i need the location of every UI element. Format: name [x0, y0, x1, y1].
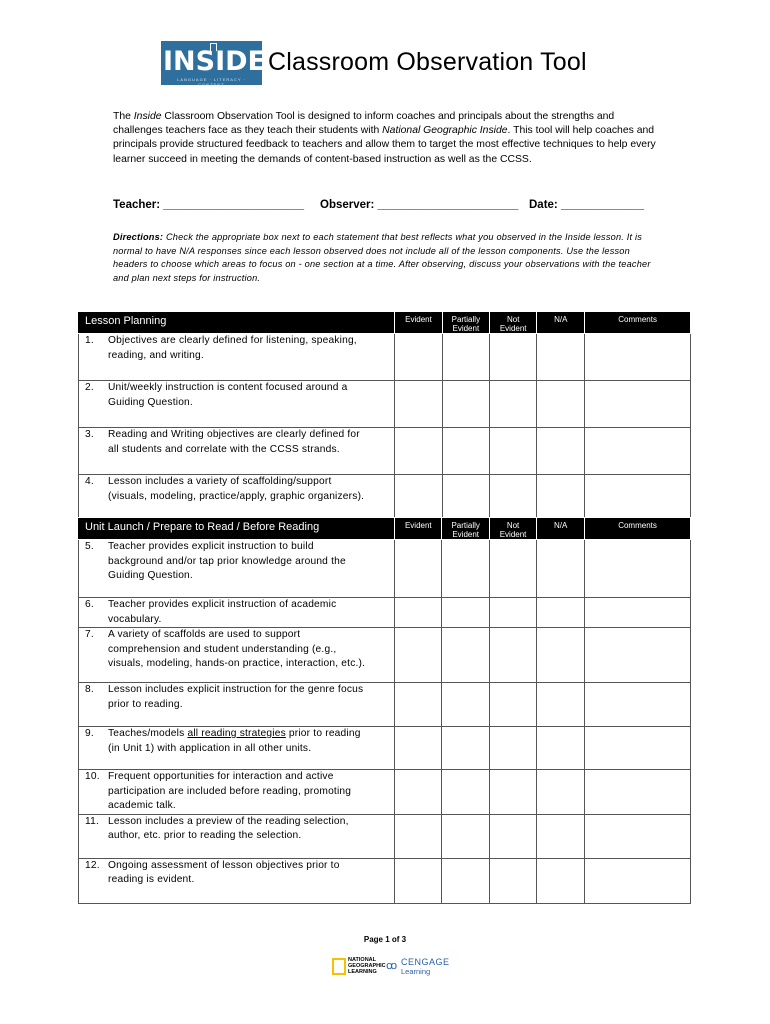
- table-row: [79, 540, 691, 598]
- yellow-border-icon: [332, 958, 346, 975]
- lesson-planning-table: [78, 311, 691, 522]
- na-checkbox[interactable]: [537, 381, 585, 428]
- table-row: [79, 814, 691, 858]
- table-row: [79, 598, 691, 628]
- not-evident-checkbox[interactable]: [489, 540, 536, 598]
- na-checkbox[interactable]: [537, 628, 585, 683]
- item-text: 11. Lesson includes a preview of the reading selection, author, etc. prior to reading the selection.: [79, 814, 395, 858]
- comments-cell[interactable]: [585, 381, 691, 428]
- item-text: 6. Teacher provides explicit instruction of academic vocabulary.: [79, 598, 395, 628]
- evident-checkbox[interactable]: [395, 334, 442, 381]
- not-evident-checkbox[interactable]: [489, 770, 536, 815]
- not-evident-checkbox[interactable]: [490, 334, 537, 381]
- section-title: Lesson Planning: [79, 312, 395, 334]
- na-checkbox[interactable]: [537, 475, 585, 522]
- table-header-row: [79, 518, 691, 540]
- item-text: 2. Unit/weekly instruction is content focused around a Guiding Question.: [79, 381, 395, 428]
- table-row: [79, 727, 691, 770]
- col-partially-evident: Partially Evident: [442, 518, 489, 540]
- teacher-field[interactable]: Teacher: ______________________: [113, 199, 304, 211]
- item-text: 10. Frequent opportunities for interaction and active participation are included before reading, promoting academic talk.: [79, 770, 395, 815]
- partially-evident-checkbox[interactable]: [442, 475, 489, 522]
- table-row: [79, 475, 691, 522]
- na-checkbox[interactable]: [537, 683, 585, 727]
- cengage-mark-icon: ꝏ: [386, 960, 398, 972]
- unit-launch-table: [78, 517, 691, 904]
- logo-word: INSIDE: [163, 46, 266, 77]
- item-text: 8. Lesson includes explicit instruction for the genre focus prior to reading.: [79, 683, 395, 727]
- logo-tagline: LANGUAGE · LITERACY · CONTENT: [177, 77, 246, 87]
- not-evident-checkbox[interactable]: [490, 428, 537, 475]
- not-evident-checkbox[interactable]: [490, 381, 537, 428]
- na-checkbox[interactable]: [537, 770, 585, 815]
- table-row: [79, 428, 691, 475]
- partially-evident-checkbox[interactable]: [442, 683, 489, 727]
- item-text: 3. Reading and Writing objectives are clearly defined for all students and correlate with the CCSS strands.: [79, 428, 395, 475]
- comments-cell[interactable]: [585, 334, 691, 381]
- table-row: [79, 628, 691, 683]
- table-row: [79, 683, 691, 727]
- comments-cell[interactable]: [585, 727, 691, 770]
- col-na: N/A: [537, 312, 585, 334]
- col-not-evident: Not Evident: [490, 312, 537, 334]
- partially-evident-checkbox[interactable]: [442, 727, 489, 770]
- na-checkbox[interactable]: [537, 334, 585, 381]
- partially-evident-checkbox[interactable]: [442, 814, 489, 858]
- page-number: Page 1 of 3: [363, 935, 407, 944]
- directions: Directions: Check the appropriate box next to each statement that best reflects what you observed in the Inside lesson. It is normal to have N/A responses since each lesson observed does not include all of the lesson components. Use the lesson headers to choose which areas to focus on - one section at a time. After observing, discuss your observations with the teacher and plan next steps for instruction.: [113, 232, 651, 283]
- evident-checkbox[interactable]: [395, 814, 442, 858]
- col-partially-evident: Partially Evident: [442, 312, 489, 334]
- partially-evident-checkbox[interactable]: [442, 628, 489, 683]
- comments-cell[interactable]: [585, 598, 691, 628]
- col-evident: Evident: [395, 312, 442, 334]
- col-not-evident: Not Evident: [489, 518, 536, 540]
- col-comments: Comments: [585, 312, 691, 334]
- comments-cell[interactable]: [585, 540, 691, 598]
- comments-cell[interactable]: [585, 628, 691, 683]
- page-title: Classroom Observation Tool: [268, 48, 587, 76]
- section-title: Unit Launch / Prepare to Read / Before Reading: [79, 518, 395, 540]
- col-evident: Evident: [395, 518, 442, 540]
- evident-checkbox[interactable]: [395, 598, 442, 628]
- inside-logo: [161, 41, 266, 87]
- comments-cell[interactable]: [585, 814, 691, 858]
- not-evident-checkbox[interactable]: [490, 475, 537, 522]
- partially-evident-checkbox[interactable]: [442, 334, 489, 381]
- evident-checkbox[interactable]: [395, 540, 442, 598]
- item-text: 1. Objectives are clearly defined for listening, speaking, reading, and writing.: [79, 334, 395, 381]
- item-text: 4. Lesson includes a variety of scaffolding/support (visuals, modeling, practice/apply, graphic organizers).: [79, 475, 395, 522]
- na-checkbox[interactable]: [537, 540, 585, 598]
- evident-checkbox[interactable]: [395, 381, 442, 428]
- date-field[interactable]: Date: _____________: [529, 199, 645, 211]
- observer-field[interactable]: Observer: ______________________: [320, 199, 519, 211]
- table-row: [79, 858, 691, 903]
- evident-checkbox[interactable]: [395, 628, 442, 683]
- partially-evident-checkbox[interactable]: [442, 598, 489, 628]
- comments-cell[interactable]: [585, 770, 691, 815]
- table-row: [79, 381, 691, 428]
- not-evident-checkbox[interactable]: [489, 598, 536, 628]
- na-checkbox[interactable]: [537, 727, 585, 770]
- not-evident-checkbox[interactable]: [489, 628, 536, 683]
- partially-evident-checkbox[interactable]: [442, 428, 489, 475]
- na-checkbox[interactable]: [537, 814, 585, 858]
- evident-checkbox[interactable]: [395, 770, 442, 815]
- evident-checkbox[interactable]: [395, 727, 442, 770]
- evident-checkbox[interactable]: [395, 475, 442, 522]
- na-checkbox[interactable]: [537, 428, 585, 475]
- col-comments: Comments: [585, 518, 691, 540]
- table-header-row: [79, 312, 691, 334]
- comments-cell[interactable]: [585, 475, 691, 522]
- not-evident-checkbox[interactable]: [489, 683, 536, 727]
- comments-cell[interactable]: [585, 858, 691, 903]
- item-text: 12. Ongoing assessment of lesson objectives prior to reading is evident.: [79, 858, 395, 903]
- comments-cell[interactable]: [585, 683, 691, 727]
- comments-cell[interactable]: [585, 428, 691, 475]
- evident-checkbox[interactable]: [395, 683, 442, 727]
- table-row: [79, 770, 691, 815]
- col-na: N/A: [537, 518, 585, 540]
- partially-evident-checkbox[interactable]: [442, 381, 489, 428]
- evident-checkbox[interactable]: [395, 428, 442, 475]
- partially-evident-checkbox[interactable]: [442, 540, 489, 598]
- na-checkbox[interactable]: [537, 598, 585, 628]
- item-text: 5. Teacher provides explicit instruction to build background and/or tap prior knowledge around the Guiding Question.: [79, 540, 395, 598]
- table-row: [79, 334, 691, 381]
- partially-evident-checkbox[interactable]: [442, 770, 489, 815]
- not-evident-checkbox[interactable]: [489, 814, 536, 858]
- not-evident-checkbox[interactable]: [489, 858, 536, 903]
- intro-paragraph: The Inside Classroom Observation Tool is designed to inform coaches and principals about the strengths and challenges teachers face as they teach their students with National Geographic Inside. This tool will help coaches and principals provide structured feedback to teachers and allow them to target the most effective techniques to help every learner succeed in meeting the demands of content-based instruction as well as the CCSS.: [113, 111, 656, 165]
- evident-checkbox[interactable]: [395, 858, 442, 903]
- item-text: 9. Teaches/models all reading strategies prior to reading (in Unit 1) with application in all other units.: [79, 727, 395, 770]
- item-text: 7. A variety of scaffolds are used to support comprehension and student understanding (e.g., visuals, modeling, hands-on practice, interaction, etc.).: [79, 628, 395, 683]
- partially-evident-checkbox[interactable]: [442, 858, 489, 903]
- not-evident-checkbox[interactable]: [489, 727, 536, 770]
- na-checkbox[interactable]: [537, 858, 585, 903]
